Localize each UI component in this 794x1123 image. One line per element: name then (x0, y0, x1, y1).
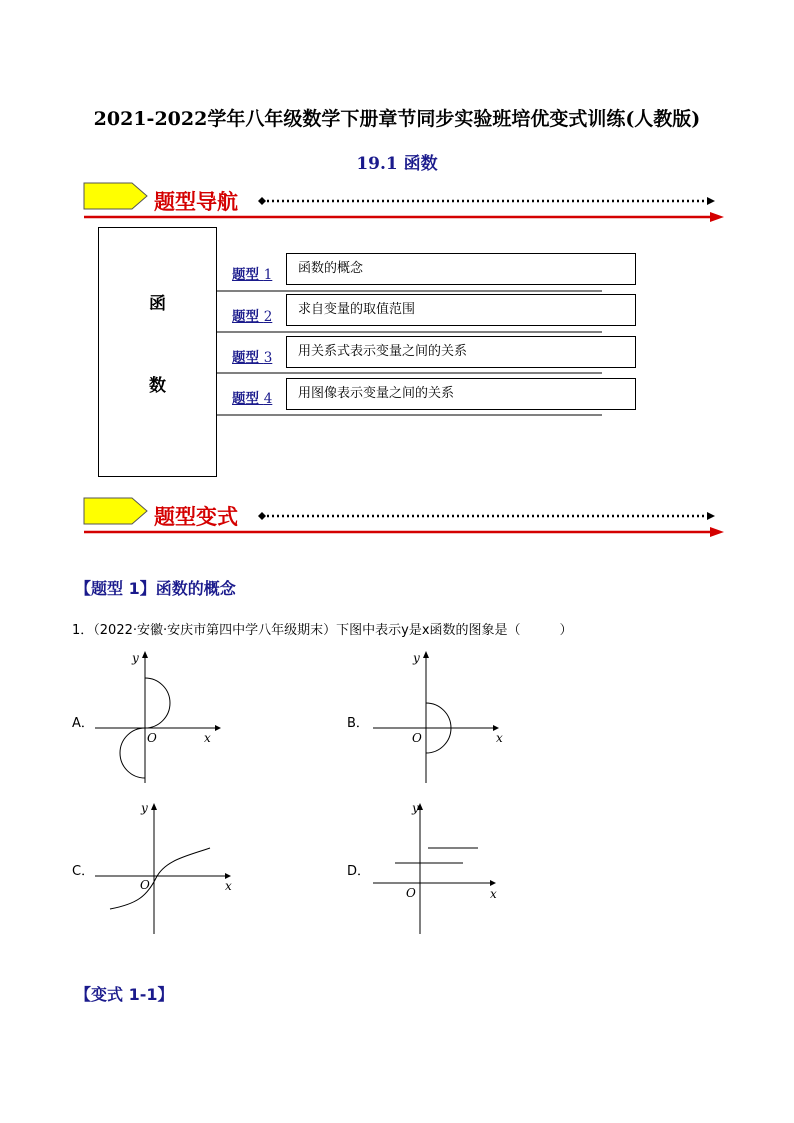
type-label-1[interactable]: 题型 1 (232, 267, 273, 283)
section-title: 19.1 函数 (356, 154, 438, 174)
option-d-label[interactable]: D． (347, 864, 371, 879)
origin-label: O (412, 731, 422, 745)
origin-label: O (147, 731, 157, 745)
option-b-graph[interactable] (368, 648, 508, 788)
type-box-3[interactable]: 用关系式表示变量之间的关系 (286, 336, 636, 368)
nav-banner-2 (82, 495, 727, 545)
main-char-1: 函 (149, 294, 166, 314)
section-heading: 【题型 1】函数的概念 (75, 579, 236, 598)
option-c-label[interactable]: C． (72, 864, 95, 879)
type-box-2[interactable]: 求自变量的取值范围 (286, 294, 636, 326)
diamond-icon (258, 512, 266, 520)
type-box-4[interactable]: 用图像表示变量之间的关系 (286, 378, 636, 410)
x-axis-label: x (496, 731, 503, 745)
y-axis-label: y (141, 801, 148, 815)
y-axis-label: y (413, 651, 420, 665)
diamond-icon (258, 197, 266, 205)
nav-banner-1 (82, 180, 727, 230)
x-axis-label: x (225, 879, 232, 893)
document-title: 2021-2022学年八年级数学下册章节同步实验班培优变式训练(人教版) (93, 108, 701, 130)
function-box (98, 227, 217, 477)
banner-label: 题型导航 (154, 190, 238, 214)
type-label-3[interactable]: 题型 3 (232, 350, 273, 366)
x-axis-label: x (490, 887, 497, 901)
yellow-arrow-icon (84, 498, 147, 524)
option-a-label[interactable]: A． (72, 716, 94, 731)
red-arrowhead-icon (710, 212, 724, 222)
yellow-arrow-icon (84, 183, 147, 209)
banner-label: 题型变式 (154, 505, 238, 529)
red-arrowhead-icon (710, 527, 724, 537)
type-label-4[interactable]: 题型 4 (232, 391, 273, 407)
type-label-2[interactable]: 题型 2 (232, 309, 273, 325)
y-axis-label: y (412, 801, 419, 815)
origin-label: O (140, 878, 150, 892)
main-char-2: 数 (149, 376, 166, 396)
arrowhead-icon (707, 197, 715, 205)
y-axis-label: y (132, 651, 139, 665)
origin-label: O (406, 886, 416, 900)
variant-heading: 【变式 1-1】 (75, 985, 174, 1004)
option-d-graph[interactable] (368, 796, 508, 938)
x-axis-label: x (204, 731, 211, 745)
option-b-label[interactable]: B． (347, 716, 369, 731)
option-c-graph[interactable] (92, 796, 242, 938)
arrowhead-icon (707, 512, 715, 520)
type-box-1[interactable]: 函数的概念 (286, 253, 636, 285)
option-a-graph[interactable] (90, 648, 230, 788)
question-1-text: 1．（2022·安徽·安庆市第四中学八年级期末）下图中表示y是x函数的图象是（ ） (72, 623, 573, 638)
